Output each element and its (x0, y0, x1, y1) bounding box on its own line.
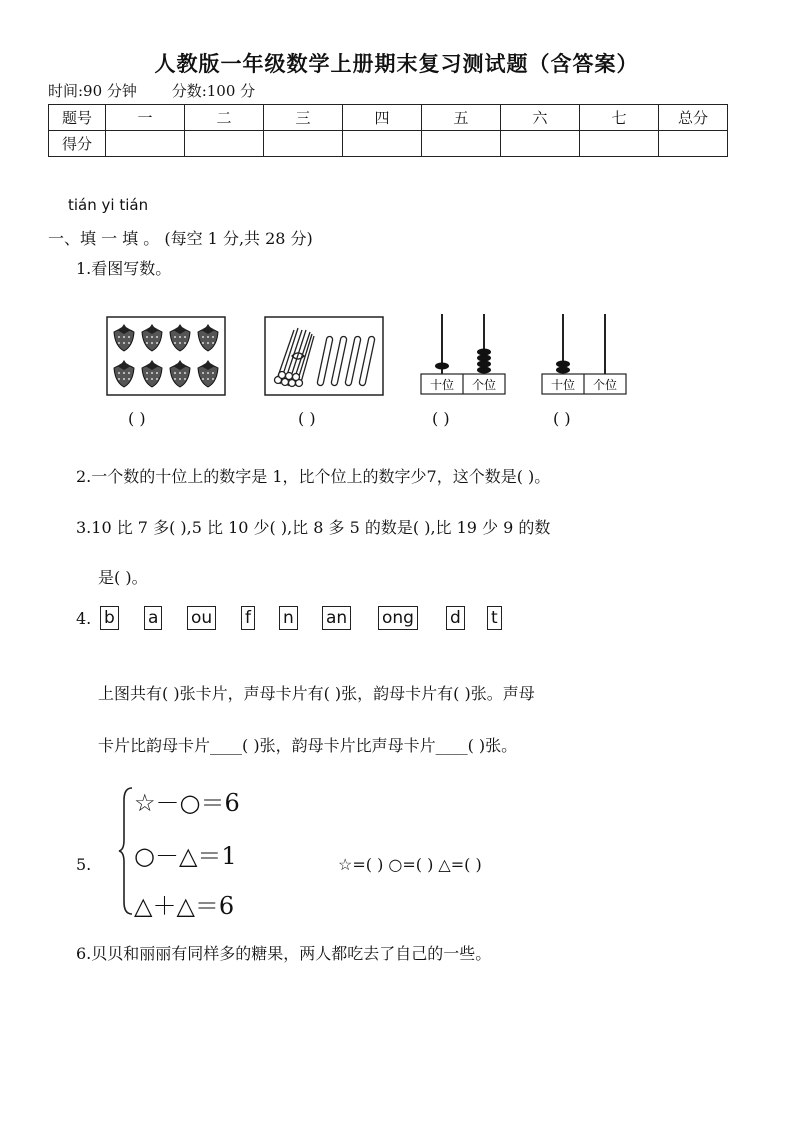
pinyin-card (322, 606, 351, 630)
answer-blank[interactable]: ( ) (432, 409, 450, 428)
score-cell (343, 131, 422, 157)
equation-3: △＋△＝6 (134, 892, 235, 920)
score-header-cell: 三 (264, 105, 343, 131)
time-limit: 时间:90 分钟 (48, 82, 137, 100)
card-label: an (322, 606, 351, 630)
abacus-picture-2 (541, 310, 627, 396)
card-label: n (279, 606, 298, 630)
question-5-answers: ☆=( ) ○=( ) △=( ) (338, 855, 482, 874)
question-5-number: 5. (76, 855, 92, 874)
pinyin-card (144, 606, 162, 630)
strawberry-icon (170, 360, 190, 387)
abacus-tens-label: 十位 (429, 378, 455, 392)
card-label: ou (187, 606, 216, 630)
score-cell (501, 131, 580, 157)
score-header-cell: 二 (185, 105, 264, 131)
strawberry-icon (170, 324, 190, 351)
abacus-tens-label: 十位 (550, 378, 576, 392)
pinyin-card (378, 606, 418, 630)
score-cell (580, 131, 659, 157)
strawberry-icon (142, 324, 162, 351)
question-4-number: 4. (76, 609, 92, 628)
strawberry-icon (114, 324, 134, 351)
answer-blank[interactable]: ( ) (128, 409, 146, 428)
answer-blank[interactable]: ( ) (298, 409, 316, 428)
question-4-line-1: 上图共有( )张卡片，声母卡片有( )张，韵母卡片有( )张。声母 (98, 684, 535, 703)
card-label: ong (378, 606, 418, 630)
section-pinyin: tián yi tián (68, 196, 149, 214)
pinyin-card (446, 606, 465, 630)
sticks-bundle-picture (264, 316, 384, 396)
strawberry-icon (142, 360, 162, 387)
score-header-cell: 六 (501, 105, 580, 131)
page-title: 人教版一年级数学上册期末复习测试题（含答案） (154, 52, 639, 76)
equation-brace (118, 786, 134, 916)
question-2: 2.一个数的十位上的数字是 1，比个位上的数字少7，这个数是( )。 (76, 467, 551, 486)
score-table-score-row (49, 131, 728, 157)
pinyin-card (241, 606, 255, 630)
abacus-ones-label: 个位 (471, 378, 497, 392)
card-label: t (487, 606, 502, 630)
equation-2: ○－△＝1 (134, 842, 237, 870)
score-cell (185, 131, 264, 157)
score-header-cell: 题号 (49, 105, 106, 131)
section-heading: 一、填 一 填 。 (每空 1 分,共 28 分) (48, 229, 313, 248)
score-header-cell: 总分 (659, 105, 728, 131)
score-header-cell: 四 (343, 105, 422, 131)
score-header-cell: 五 (422, 105, 501, 131)
score-cell (264, 131, 343, 157)
question-6: 6.贝贝和丽丽有同样多的糖果，两人都吃去了自己的一些。 (76, 944, 492, 963)
strawberry-icon (198, 324, 218, 351)
card-label: a (144, 606, 162, 630)
question-1-text: 1.看图写数。 (76, 259, 172, 278)
score-cell (422, 131, 501, 157)
score-table-header-row (49, 105, 728, 131)
strawberry-picture (106, 316, 226, 396)
abacus-picture-1 (420, 310, 506, 396)
pinyin-card (100, 606, 119, 630)
total-score: 分数:100 分 (171, 82, 256, 100)
card-label: b (100, 606, 119, 630)
strawberry-icon (114, 360, 134, 387)
pinyin-card (279, 606, 298, 630)
abacus-ones-label: 个位 (592, 378, 618, 392)
pinyin-card (487, 606, 502, 630)
score-cell (659, 131, 728, 157)
question-4-line-2: 卡片比韵母卡片____( )张，韵母卡片比声母卡片____( )张。 (98, 736, 518, 755)
score-cell (106, 131, 185, 157)
pinyin-card (187, 606, 216, 630)
question-3-line-2: 是( )。 (98, 568, 148, 587)
card-label: d (446, 606, 465, 630)
score-table (48, 104, 728, 157)
equation-1: ☆－○＝6 (134, 789, 240, 817)
answer-blank[interactable]: ( ) (553, 409, 571, 428)
score-header-cell: 一 (106, 105, 185, 131)
question-3-line-1: 3.10 比 7 多( ),5 比 10 少( ),比 8 多 5 的数是( ),比 19 少 9 的数 (76, 518, 551, 537)
exam-meta (48, 80, 255, 101)
strawberry-icon (198, 360, 218, 387)
score-header-cell: 七 (580, 105, 659, 131)
card-label: f (241, 606, 255, 630)
score-row-label: 得分 (49, 131, 106, 157)
